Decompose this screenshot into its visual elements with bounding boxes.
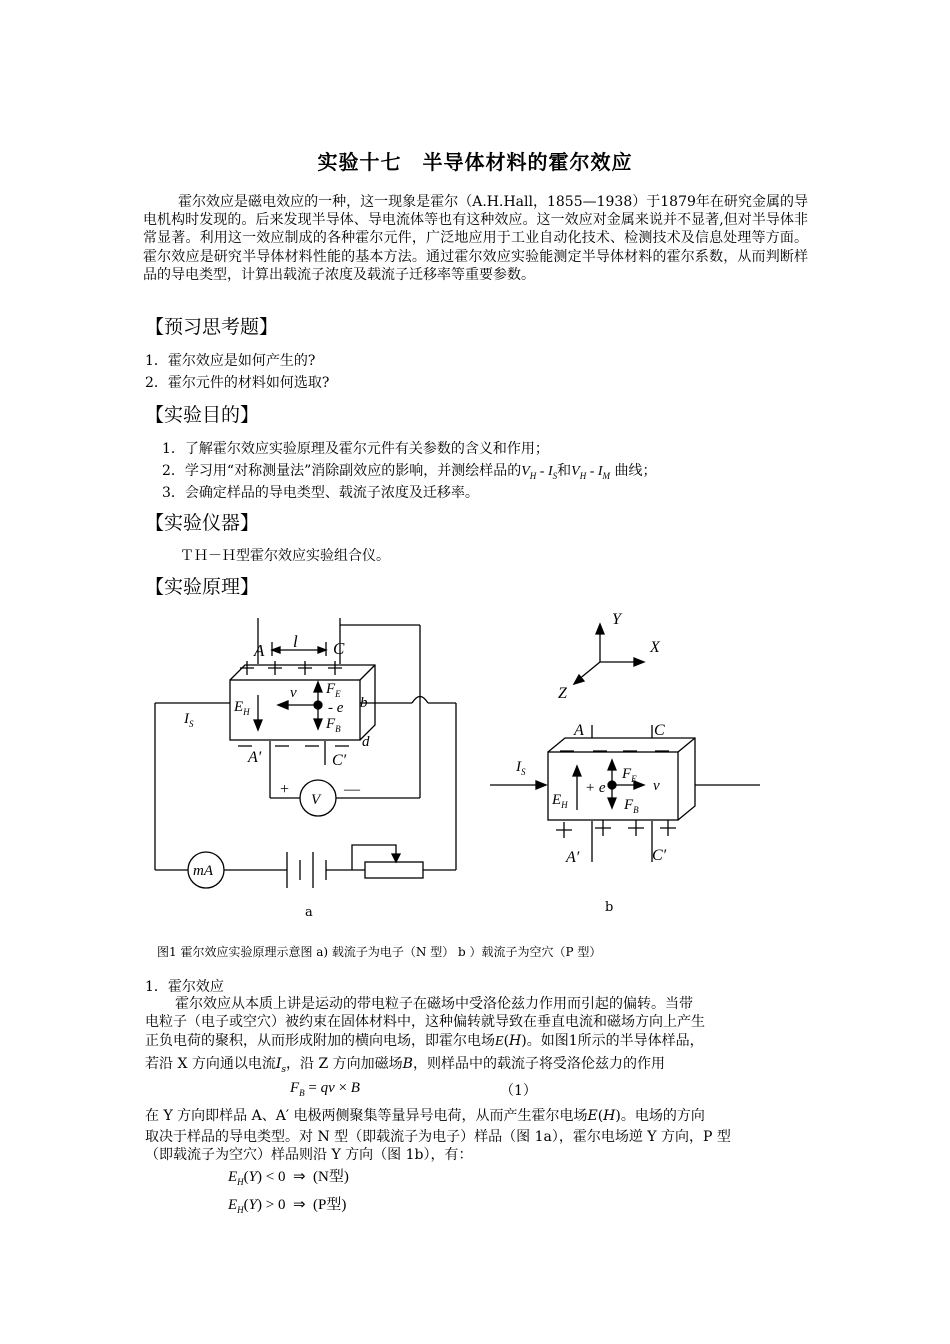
svg-text:mA: mA — [193, 863, 213, 879]
body-line-5b: 。电场的方向 — [620, 1108, 705, 1124]
svg-text:l: l — [293, 632, 298, 651]
purpose-item-1: 1．了解霍尔效应实验原理及霍尔元件有关参数的含义和作用； — [162, 441, 549, 457]
purpose-item-3: 3．会确定样品的导电类型、载流子浓度及迁移率。 — [162, 485, 479, 501]
svg-text:EH: $E_H$ — [234, 699, 250, 717]
svg-text:A: A — [574, 722, 584, 739]
condition-n: $E_H(Y) < 0$ ⇒ (N型) — [228, 1169, 349, 1187]
svg-text:d: d — [362, 734, 370, 750]
svg-text:X: X — [650, 639, 660, 656]
svg-text:Z: Z — [558, 685, 567, 702]
svg-text:IS: $I_S$ — [516, 759, 526, 777]
purpose-2-and: 和 — [557, 463, 572, 479]
figure-caption: 图1 霍尔效应实验原理示意图 a) 载流子为电子（N 型） b ）载流子为空穴（P 型） — [157, 945, 602, 959]
instrument-text: ＴＨ－Ｈ型霍尔效应实验组合仪。 — [180, 548, 390, 564]
svg-text:A′: A′ — [248, 749, 262, 766]
svg-text:FE: $F_E$ — [622, 766, 637, 784]
body-line-4a: 若沿 X 方向通以电流 — [145, 1056, 276, 1072]
svg-text:+ e: + e — [585, 780, 606, 796]
svg-text:+: + — [280, 781, 290, 798]
body-line-4b: ，沿 Z 方向加磁场 — [286, 1056, 403, 1072]
body-line-3-tail: 。如图1所示的半导体样品， — [526, 1033, 704, 1049]
svg-text:Y: Y — [612, 611, 621, 628]
condition-p: $E_H(Y) > 0$ ⇒ (P型) — [228, 1197, 347, 1215]
svg-text:b: b — [360, 695, 368, 711]
preview-question-2: 2．霍尔元件的材料如何选取? — [145, 375, 330, 391]
section-heading-principle: 【实验原理】 — [145, 576, 260, 598]
body-line-4: 若沿 X 方向通以电流$I_s$，沿 Z 方向加磁场B，则样品中的载流子将受洛伦兹力的作用 — [145, 1056, 665, 1075]
body-line-5a: 在 Y 方向即样品 A、A′ 电极两侧聚集等量异号电荷，从而产生霍尔电场 — [145, 1108, 588, 1124]
section-1-heading: 1．霍尔效应 — [145, 979, 224, 995]
svg-text:C: C — [333, 639, 345, 658]
svg-text:IS: $I_S$ — [184, 711, 194, 729]
svg-text:v: v — [290, 685, 297, 701]
body-line-3: 正负电荷的聚积，从而形成附加的横向电场，即霍尔电场E(H)。如图1所示的半导体样品， — [145, 1033, 704, 1049]
page-title: 实验十七 半导体材料的霍尔效应 — [317, 150, 633, 174]
svg-text:C′: C′ — [332, 752, 347, 769]
figure-label-b: b — [605, 900, 614, 915]
section-heading-instrument: 【实验仪器】 — [145, 512, 260, 534]
intro-paragraph: 霍尔效应是磁电效应的一种，这一现象是霍尔（A.H.Hall，1855—1938）于1879年在研究金属的导电机构时发现的。后来发现半导体、导电流体等也有这种效应。这一效应对金属来说并不显著,但对半导体非常显著。利用这一效应制成的各种霍尔元件，广泛地应用于工业自动化技术、检测技术及信息处理等方面。霍尔效应是研究半导体材料性能的基本方法。通过霍尔效应实验能测定半导体材料的霍尔系数，从而判断样品的导电类型，计算出载流子浓度及载流子迁移率等重要参数。 — [143, 194, 808, 283]
svg-text:v: v — [653, 778, 660, 794]
svg-text:C: C — [654, 722, 665, 739]
body-line-5: 在 Y 方向即样品 A、A′ 电极两侧聚集等量异号电荷，从而产生霍尔电场E(H)。电场的方向 — [145, 1108, 705, 1124]
section-heading-purpose: 【实验目的】 — [145, 404, 260, 426]
body-line-6: 取决于样品的导电类型。对 N 型（即载流子为电子）样品（图 1a），霍尔电场逆 Y 方向，P 型 — [145, 1129, 731, 1145]
svg-text:A′: A′ — [566, 849, 580, 866]
svg-text:- e: - e — [328, 700, 344, 716]
hall-effect-figure — [0, 600, 950, 940]
purpose-2-text: 2．学习用“对称测量法”消除副效应的影响，并测绘样品的 — [162, 463, 522, 479]
body-line-2: 电粒子（电子或空穴）被约束在固体材料中，这种偏转就导致在垂直电流和磁场方向上产生 — [145, 1014, 705, 1030]
body-line-3-text: 正负电荷的聚积，从而形成附加的横向电场，即霍尔电场 — [145, 1033, 495, 1049]
body-line-7: （即载流子为空穴）样品则沿 Y 方向（图 1b），有： — [145, 1147, 473, 1163]
svg-text:V: V — [311, 792, 321, 808]
purpose-item-2: 2．学习用“对称测量法”消除副效应的影响，并测绘样品的$V_H - I_S$和$V_H - I_M$ 曲线； — [162, 463, 657, 481]
svg-text:EH: $E_H$ — [552, 792, 568, 810]
section-heading-preview: 【预习思考题】 — [145, 316, 279, 338]
condition-p-label: (P型) — [313, 1197, 347, 1213]
equation-1: $F_B$ = qv × B — [290, 1080, 360, 1098]
figure-label-a: a — [305, 905, 313, 920]
svg-text:A: A — [254, 641, 265, 660]
svg-text:FE: $F_E$ — [326, 681, 341, 699]
equation-1-number: （1） — [500, 1083, 537, 1099]
preview-question-1: 1．霍尔效应是如何产生的? — [145, 353, 316, 369]
body-line-1: 霍尔效应从本质上讲是运动的带电粒子在磁场中受洛伦兹力作用而引起的偏转。当带 — [175, 996, 693, 1012]
svg-text:—: — — [344, 781, 360, 798]
purpose-2-curve: 曲线； — [614, 463, 657, 479]
svg-text:C′: C′ — [652, 847, 667, 864]
svg-text:FB: $F_B$ — [624, 797, 639, 815]
svg-text:FB: $F_B$ — [326, 716, 341, 734]
condition-n-label: (N型) — [313, 1169, 349, 1185]
body-line-4c: ，则样品中的载流子将受洛伦兹力的作用 — [412, 1056, 665, 1072]
